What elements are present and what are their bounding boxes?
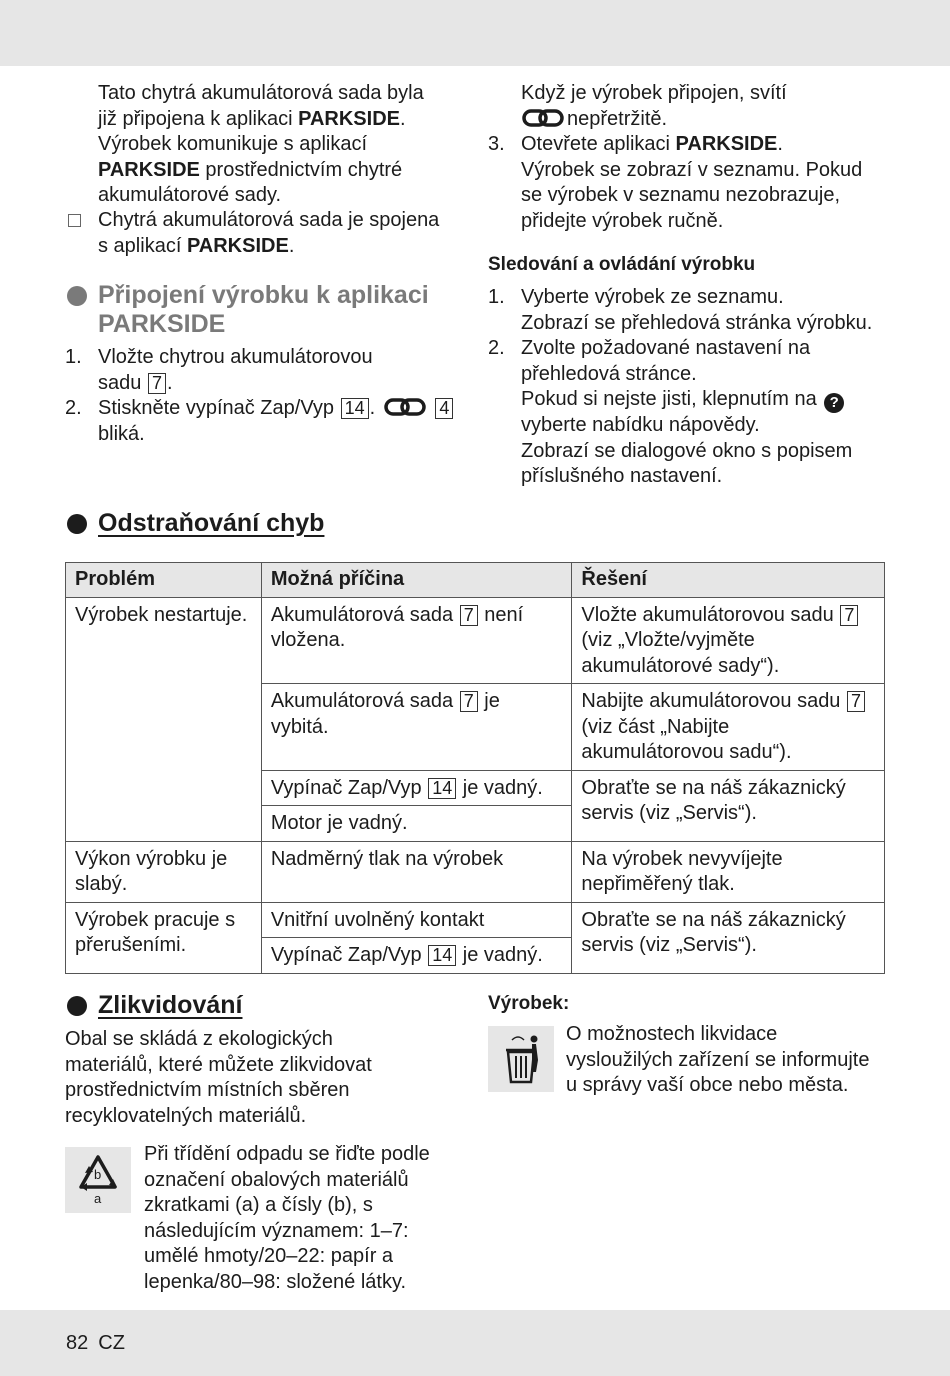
monitor-step2-text: Zvolte požadované nastavení na přehledová stránce. Pokud si nejste jisti, klepnutím na ? vyberte nabídku nápovědy. Zobrazí se dialogové okno s popisem příslušného nastavení. (521, 337, 853, 487)
ref-4: 4 (435, 398, 453, 419)
problem-cell: Výrobek nestartuje. (66, 597, 262, 841)
disposal-paragraph: Obal se skládá z ekologických materiálů, které můžete zlikvidovat prostřednictvím místních sběren recyklovatelných materiálů. (65, 1028, 372, 1127)
bullet-line-1: Chytrá akumulátorová sada je spojena (98, 209, 440, 231)
disposal-heading: Zlikvidování (98, 991, 243, 1019)
ref-14: 14 (428, 778, 456, 799)
cause-cell: Akumulátorová sada 7 je vybitá. (261, 684, 572, 771)
header-band (0, 0, 950, 66)
column-header-problem: Problém (66, 563, 262, 598)
solution-cell: Nabijte akumulátorovou sadu 7 (viz část „Nabijte akumulátorovou sadu“). (572, 684, 885, 771)
link-icon (521, 107, 565, 129)
bullet-paragraph (98, 208, 468, 259)
checkbox-icon (68, 214, 81, 227)
table-row (66, 841, 885, 902)
product-disposal-paragraph: O možnostech likvidace vysloužilých zařízení se informujte u správy vaší obce nebo města. (566, 1023, 870, 1096)
section-bullet-dot (67, 514, 87, 534)
intro-line-1: Tato chytrá akumulátorová sada byla (98, 82, 424, 104)
connect-heading: Připojení výrobku k aplikaci PARKSIDE (98, 281, 429, 338)
problem-cell: Výrobek pracuje s přerušeními. (66, 902, 262, 973)
help-icon: ? (824, 393, 844, 413)
monitor-step1-number: 1. (488, 286, 505, 308)
solution-cell: Vložte akumulátorovou sadu 7 (viz „Vložte/vyjměte akumulátorové sady“). (572, 597, 885, 684)
connected-paragraph: Když je výrobek připojen, svítí nepřetržitě. (521, 82, 787, 130)
intro-line-4: PARKSIDE prostřednictvím chytré (98, 158, 403, 181)
ref-7: 7 (148, 373, 166, 394)
ref-7: 7 (840, 605, 858, 626)
cause-cell: Akumulátorová sada 7 není vložena. (261, 597, 572, 684)
table-row (66, 902, 885, 938)
troubleshooting-heading: Odstraňování chyb (98, 509, 325, 537)
step3-number: 3. (488, 133, 505, 155)
recycle-code-b: b (94, 1167, 102, 1182)
step1-number: 1. (65, 346, 82, 368)
monitor-step1-text: Vyberte výrobek ze seznamu. Zobrazí se přehledová stránka výrobku. (521, 286, 873, 334)
cause-cell: Nadměrný tlak na výrobek (261, 841, 572, 902)
trash-bin-icon (488, 1026, 554, 1092)
ref-7: 7 (460, 691, 478, 712)
recycling-icon (65, 1147, 131, 1213)
footer-band (0, 1310, 950, 1376)
step3-text: Otevřete aplikaci PARKSIDE. Výrobek se zobrazí v seznamu. Pokud se výrobek v seznamu nezobrazuje, přidejte výrobek ručně. (521, 133, 863, 232)
page-footer (66, 1332, 135, 1355)
cause-cell: Vypínač Zap/Vyp 14 je vadný. (261, 938, 572, 974)
intro-line-5: akumulátorové sady. (98, 184, 282, 206)
intro-line-3: Výrobek komunikuje s aplikací (98, 133, 368, 155)
page-number: 82 (66, 1332, 89, 1354)
monitor-step2-number: 2. (488, 337, 505, 359)
cause-cell: Motor je vadný. (261, 806, 572, 842)
solution-cell: Obraťte se na náš zákaznický servis (viz „Servis“). (572, 770, 885, 841)
step1-text: Vložte chytrou akumulátorovou sadu 7 . (98, 346, 373, 394)
product-subheading: Výrobek: (488, 993, 570, 1014)
section-bullet-dot (67, 286, 87, 306)
intro-paragraph (98, 81, 468, 209)
language-code: CZ (98, 1332, 125, 1354)
recycle-code-a: a (94, 1191, 102, 1206)
solution-cell: Obraťte se na náš zákaznický servis (viz „Servis“). (572, 902, 885, 973)
ref-7: 7 (460, 605, 478, 626)
table-header-row (66, 563, 885, 598)
table-row (66, 597, 885, 684)
ref-14: 14 (428, 945, 456, 966)
step2-text: Stiskněte vypínač Zap/Vyp 14 . 4 bliká. (98, 396, 478, 447)
intro-line-2: již připojena k aplikaci PARKSIDE. (98, 107, 406, 130)
ref-7: 7 (847, 691, 865, 712)
link-icon (383, 396, 427, 418)
section-bullet-dot (67, 996, 87, 1016)
troubleshooting-table (65, 562, 885, 974)
step2-number: 2. (65, 397, 82, 419)
column-header-solution: Řešení (572, 563, 885, 598)
solution-cell: Na výrobek nevyvíjejte nepřiměřený tlak. (572, 841, 885, 902)
bullet-line-2: s aplikací PARKSIDE. (98, 234, 295, 257)
wheelie-bin-icon (488, 1026, 554, 1092)
monitoring-subheading: Sledování a ovládání výrobku (488, 254, 756, 275)
cause-cell: Vnitřní uvolněný kontakt (261, 902, 572, 938)
column-header-cause: Možná příčina (261, 563, 572, 598)
cause-cell: Vypínač Zap/Vyp 14 je vadný. (261, 770, 572, 806)
ref-14: 14 (341, 398, 369, 419)
problem-cell: Výkon výrobku je slabý. (66, 841, 262, 902)
sorting-paragraph: Při třídění odpadu se řiďte podle označení obalových materiálů zkratkami (a) a čísly (b), s následujícím významem: 1–7: umělé hmoty/20–22: papír a lepenka/80–98: složené látky. (144, 1143, 430, 1293)
